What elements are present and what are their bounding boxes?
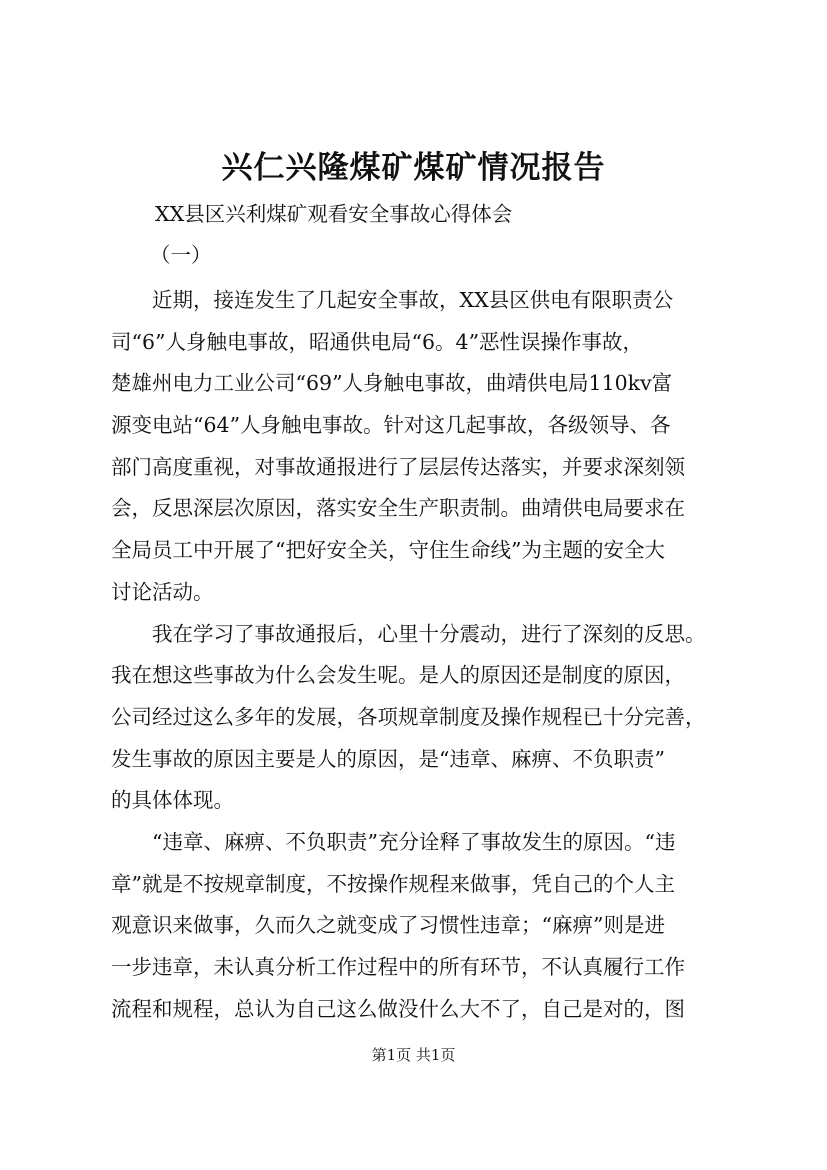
paragraph-line: 全局员工中开展了“把好安全关，守住生命线”为主题的安全大 — [111, 538, 665, 563]
paragraph-line: 我在学习了事故通报后，心里十分震动，进行了深刻的反思。 — [152, 621, 706, 646]
paragraph-line: 近期，接连发生了几起安全事故，XX县区供电有限职责公 — [152, 288, 674, 312]
section-heading: （一） — [150, 243, 212, 267]
paragraph-line: 章”就是不按规章制度，不按操作规程来做事，凭自己的个人主 — [111, 871, 675, 896]
paragraph-line: 讨论活动。 — [111, 579, 214, 604]
paragraph-line: “违章、麻痹、不负职责”充分诠释了事故发生的原因。“违 — [152, 829, 676, 854]
paragraph-line: 公司经过这么多年的发展，各项规章制度及操作规程已十分完善， — [111, 704, 706, 729]
page-footer: 第1页 共1页 — [371, 1046, 456, 1064]
paragraph-line: 部门高度重视，对事故通报进行了层层传达落实，并要求深刻领 — [111, 454, 685, 479]
paragraph-line: 楚雄州电力工业公司“69”人身触电事故，曲靖供电局110kv富 — [111, 371, 673, 396]
paragraph-line: 发生事故的原因主要是人的原因，是“违章、麻痹、不负职责” — [111, 746, 665, 771]
paragraph-line: 源变电站“64”人身触电事故。针对这几起事故，各级领导、各 — [111, 413, 671, 438]
document-subtitle: XX县区兴利煤矿观看安全事故心得体会 — [155, 202, 513, 226]
document-body — [111, 280, 723, 1030]
paragraph-line: 流程和规程，总认为自己这么做没什么大不了，自己是对的，图 — [111, 996, 685, 1021]
paragraph-line: 观意识来做事，久而久之就变成了习惯性违章；“麻痹”则是进 — [111, 913, 665, 938]
paragraph-line: 一步违章，未认真分析工作过程中的所有环节，不认真履行工作 — [111, 955, 685, 979]
paragraph-line: 我在想这些事故为什么会发生呢。是人的原因还是制度的原因， — [111, 663, 685, 688]
paragraph-line: 司“6”人身触电事故，昭通供电局“6。4”恶性误操作事故， — [111, 329, 644, 354]
paragraph-line: 的具体体现。 — [111, 788, 234, 813]
paragraph-line: 会，反思深层次原因，落实安全生产职责制。曲靖供电局要求在 — [111, 496, 685, 521]
document-title: 兴仁兴隆煤矿煤矿情况报告 — [221, 150, 606, 186]
